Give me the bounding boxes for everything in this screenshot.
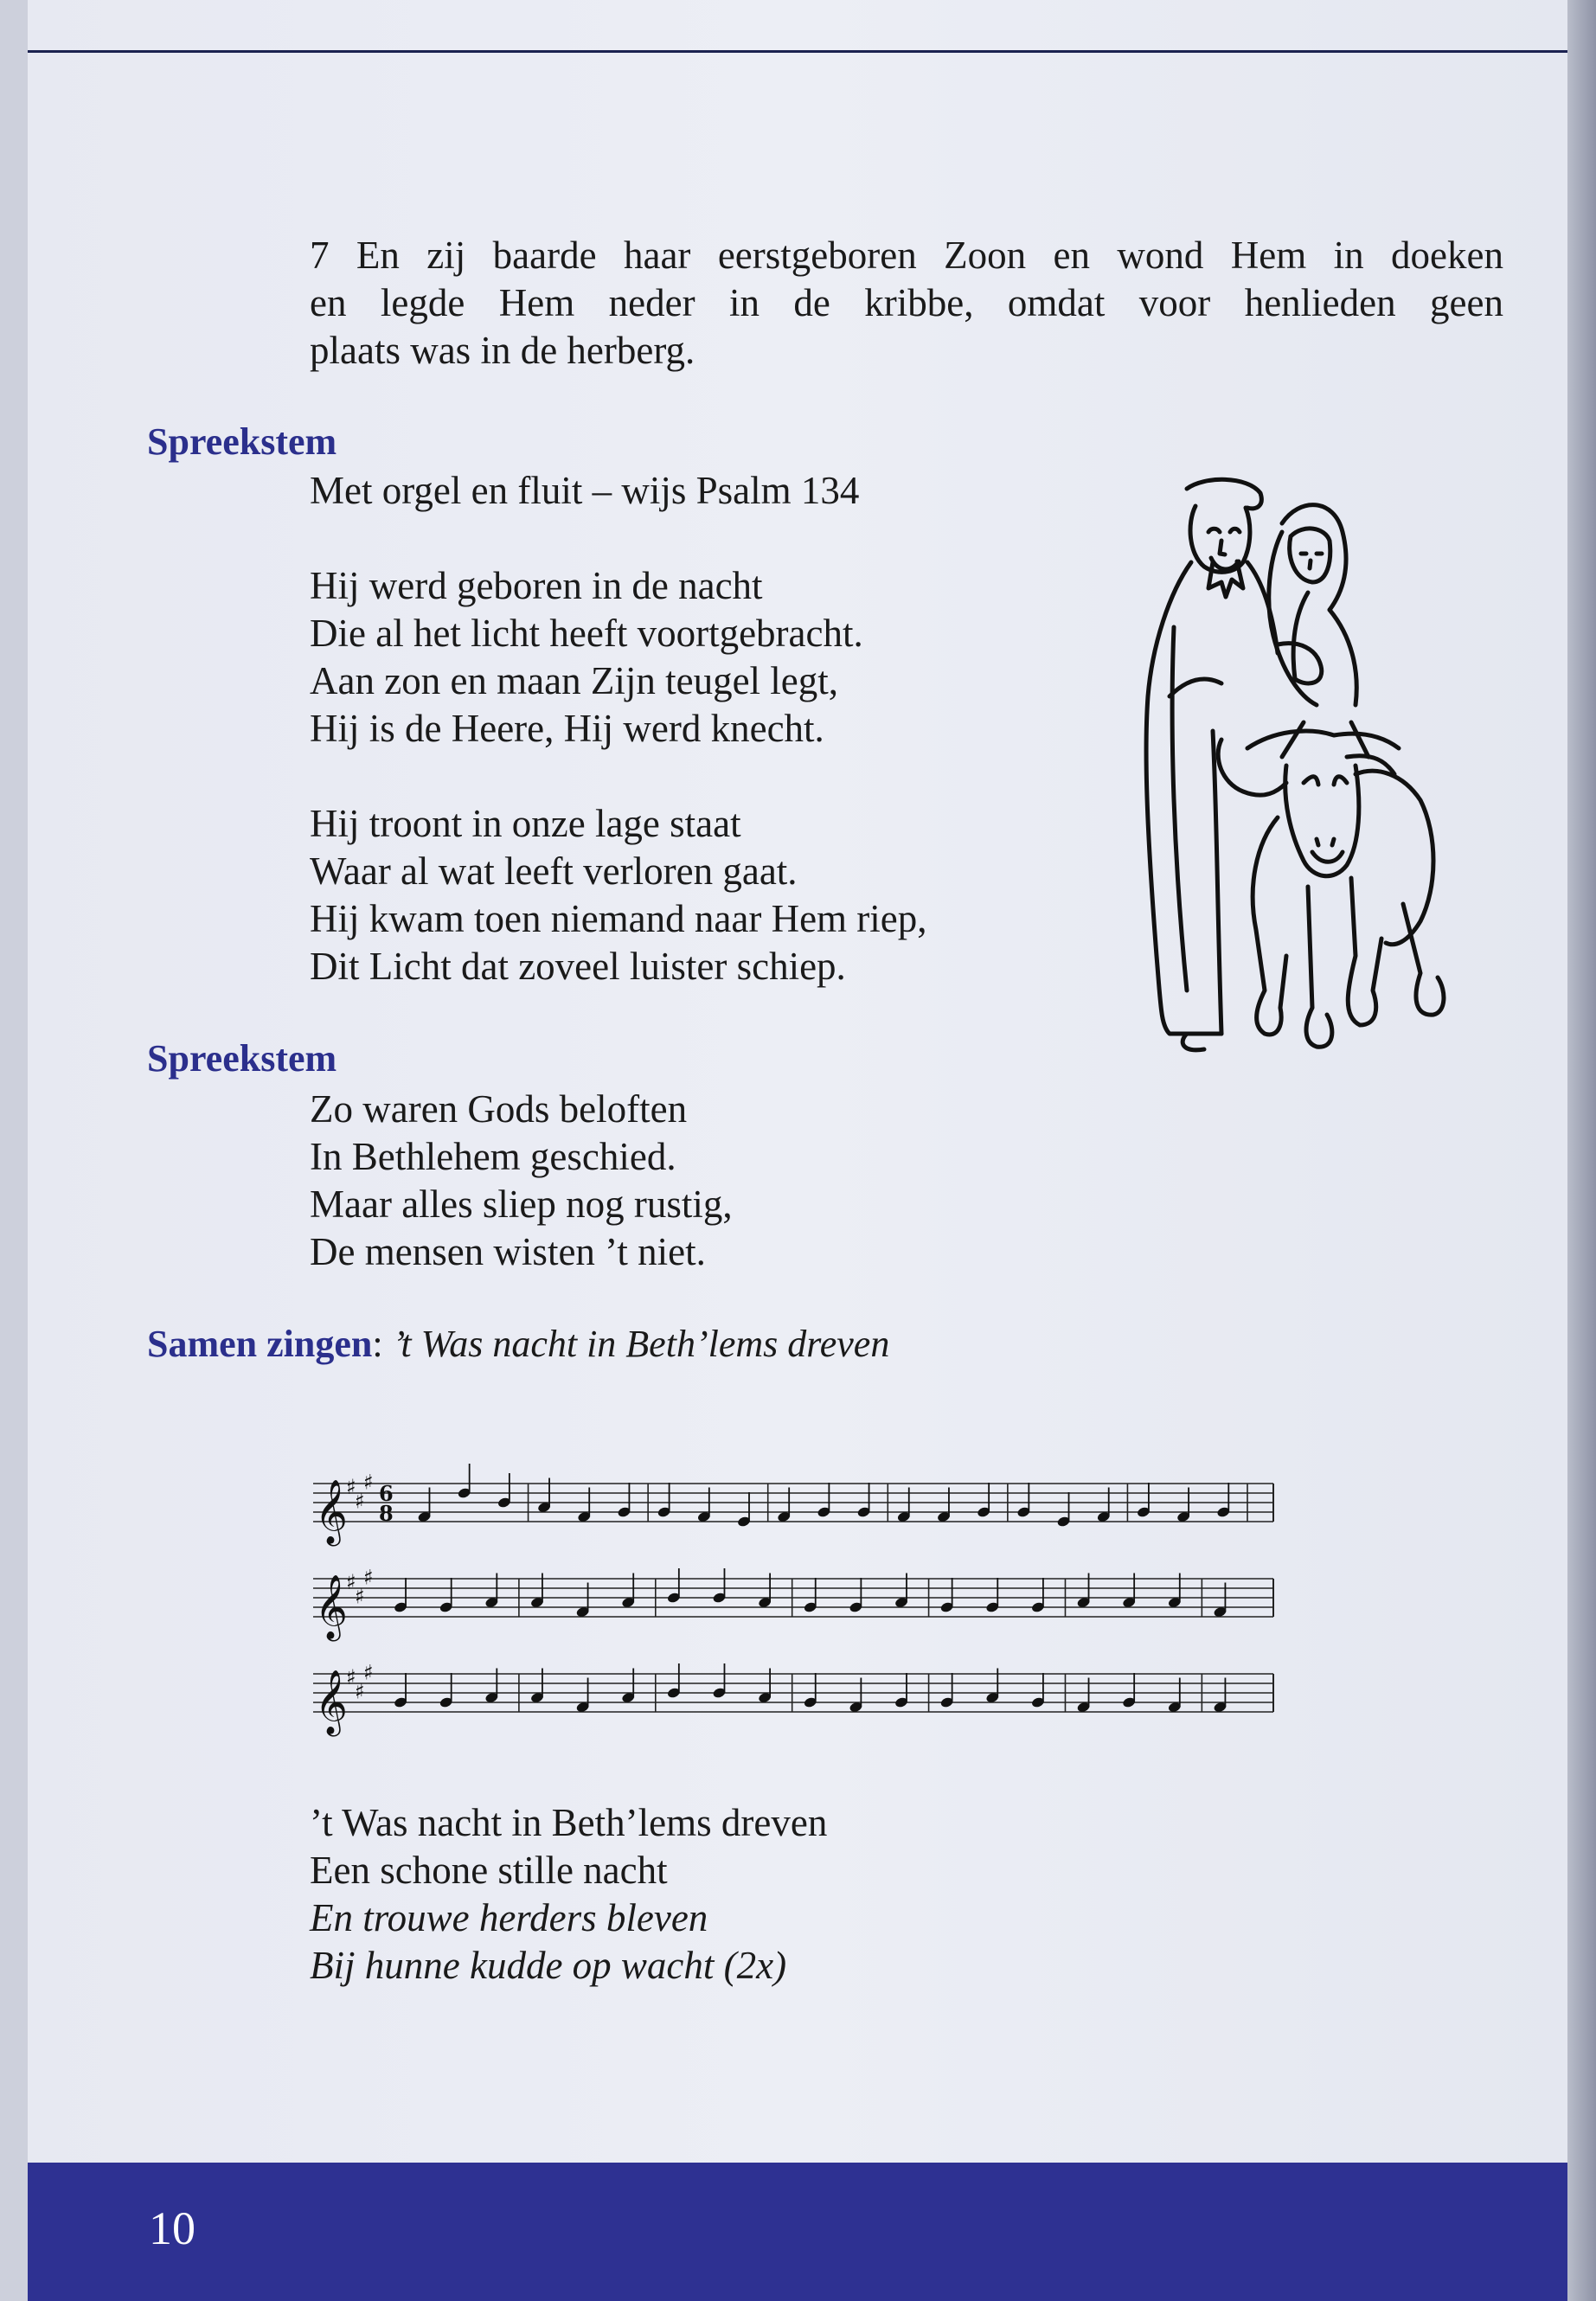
verse-line: Maar alles sliep nog rustig, <box>310 1183 733 1226</box>
time-signature-top: 6 <box>379 1481 394 1506</box>
footer-band <box>28 2163 1567 2301</box>
verse-line: De mensen wisten ’t niet. <box>310 1230 706 1273</box>
song-label: Samen zingen <box>147 1323 373 1365</box>
book-page <box>28 0 1567 2301</box>
verse-line: Zo waren Gods beloften <box>310 1087 688 1131</box>
treble-clef-icon: 𝄞 <box>315 1670 348 1734</box>
sharp-icon: ♯ <box>355 1679 365 1704</box>
song-title: ’t Was nacht in Beth’lems dreven <box>392 1323 890 1365</box>
stanza-line: Aan zon en maan Zijn teugel legt, <box>310 659 839 702</box>
scripture-paragraph <box>310 232 1503 375</box>
treble-clef-icon: 𝄞 <box>315 1575 348 1639</box>
sharp-icon: ♯ <box>363 1565 374 1590</box>
lyric-line: Een schone stille nacht <box>310 1849 668 1892</box>
stanza-line: Hij troont in onze lage staat <box>310 802 741 845</box>
sharp-icon: ♯ <box>346 1570 356 1594</box>
stanza-line: Hij werd geboren in de nacht <box>310 564 763 607</box>
stanza-line: Hij is de Heere, Hij werd knecht. <box>310 707 824 750</box>
section-heading: Spreekstem <box>147 1037 337 1080</box>
song-lyrics <box>310 1799 827 1990</box>
lyric-line-italic: En trouwe herders bleven <box>310 1896 708 1939</box>
lyric-line: ’t Was nacht in Beth’lems dreven <box>310 1801 828 1844</box>
stanza-line: Die al het licht heeft voortgebracht. <box>310 612 863 655</box>
paragraph-line: plaats was in de herberg. <box>310 329 695 372</box>
sharp-icon: ♯ <box>346 1475 356 1499</box>
nativity-illustration <box>1135 471 1516 1077</box>
paragraph-line: en legde Hem neder in de kribbe, omdat voor henlieden geen <box>310 281 1503 324</box>
top-rule <box>28 50 1567 53</box>
verse-line: In Bethlehem geschied. <box>310 1135 676 1178</box>
spoken-verse <box>310 1086 733 1276</box>
sharp-icon: ♯ <box>355 1584 365 1609</box>
stanza-line: Dit Licht dat zoveel luister schiep. <box>310 945 846 988</box>
sharp-icon: ♯ <box>346 1665 356 1689</box>
subtitle-line: Met orgel en fluit – wijs Psalm 134 <box>310 469 860 512</box>
hymn-stanza <box>310 800 927 990</box>
song-heading <box>147 1322 889 1366</box>
stanza-line: Hij kwam toen niemand naar Hem riep, <box>310 897 927 940</box>
section-subtitle <box>310 467 859 515</box>
sharp-icon: ♯ <box>355 1489 365 1514</box>
song-separator: : <box>372 1323 393 1365</box>
stanza-line: Waar al wat leeft verloren gaat. <box>310 849 798 893</box>
lyric-line-italic: Bij hunne kudde op wacht (2x) <box>310 1944 787 1987</box>
time-signature-bottom: 8 <box>379 1501 394 1526</box>
sharp-icon: ♯ <box>363 1470 374 1495</box>
page-edge <box>1567 0 1596 2301</box>
treble-clef-icon: 𝄞 <box>315 1480 348 1544</box>
sharp-icon: ♯ <box>363 1660 374 1685</box>
sheet-music <box>313 1462 1308 1756</box>
paragraph-line: 7 En zij baarde haar eerstgeboren Zoon en wond Hem in doeken <box>310 234 1503 277</box>
hymn-stanza <box>310 562 863 753</box>
section-heading: Spreekstem <box>147 420 337 463</box>
page-number: 10 <box>149 2202 195 2254</box>
